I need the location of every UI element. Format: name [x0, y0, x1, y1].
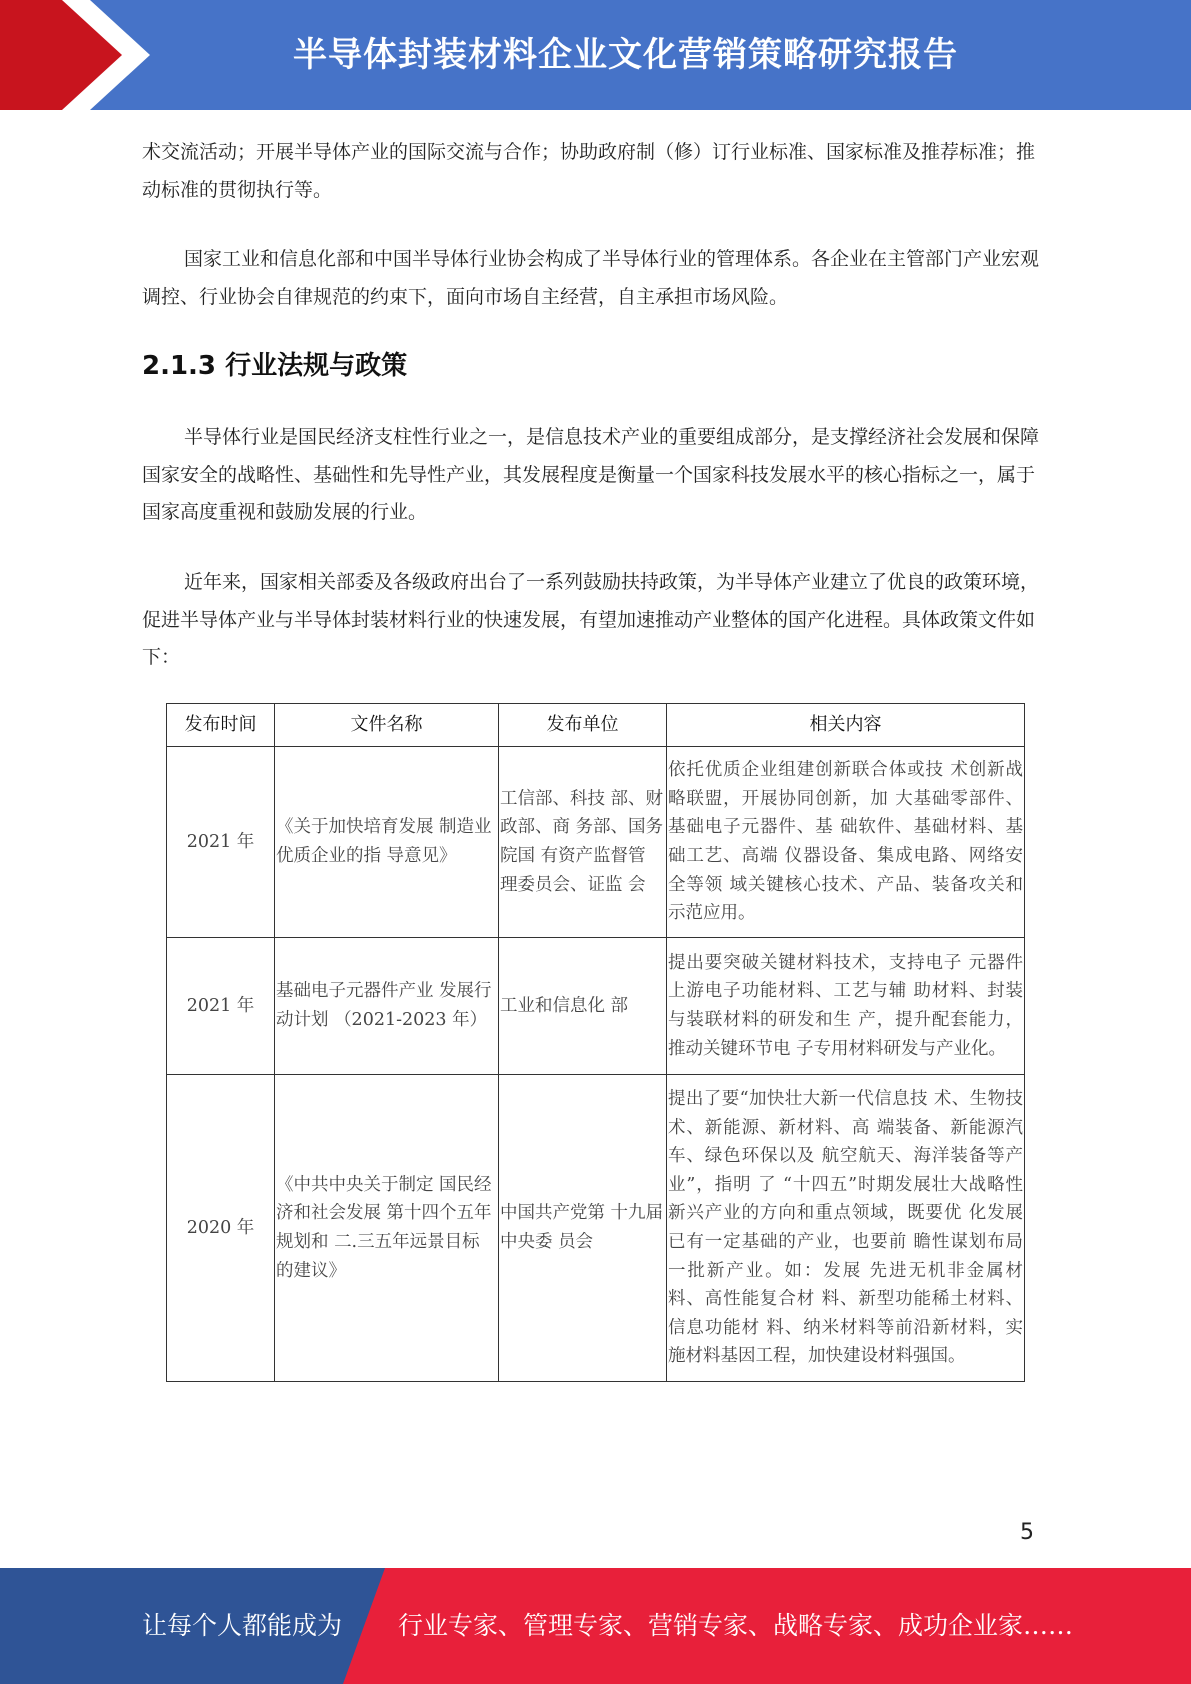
cell-document-name: 基础电子元器件产业 发展行动计划 （2021-2023 年） — [275, 938, 499, 1075]
policy-table — [166, 703, 1025, 1382]
cell-content: 提出了要“加快壮大新一代信息技 术、生物技术、新能源、新材料、高 端装备、新能源汽车、绿色环保以及 航空航天、海洋装备等产业”，指明 了 “十四五”时期发展壮大战略性 新兴产业的方向和重点领域，既要优 化发展已有一定基础的产业，也要前 瞻性谋划布局一批新产业。如：发展 先进无机非金属材料、高性能复合材 料、新型功能稀土材料、信息功能材 料、纳米材料等前沿新材料，实施材料基因工程，加快建设材料强国。 — [667, 1075, 1025, 1382]
cell-issuer: 工业和信息化 部 — [499, 938, 667, 1075]
section-heading: 2.1.3 行业法规与政策 — [142, 351, 408, 381]
page-number: 5 — [1020, 1520, 1034, 1545]
page-header — [0, 0, 1191, 110]
column-header-content: 相关内容 — [667, 704, 1025, 747]
cell-year: 2021 年 — [167, 938, 275, 1075]
header-arrow-decoration — [0, 0, 160, 110]
column-header-time: 发布时间 — [167, 704, 275, 747]
cell-content: 提出要突破关键材料技术，支持电子 元器件上游电子功能材料、工艺与辅 助材料、封装与装联材料的研发和生 产，提升配套能力，推动关键环节电 子专用材料研发与产业化。 — [667, 938, 1025, 1075]
cell-issuer: 中国共产党第 十九届中央委 员会 — [499, 1075, 667, 1382]
cell-year: 2020 年 — [167, 1075, 275, 1382]
cell-issuer: 工信部、科技 部、财政部、商 务部、国务院国 有资产监督管 理委员会、证监 会 — [499, 747, 667, 938]
column-header-document-name: 文件名称 — [275, 704, 499, 747]
table-header-row — [167, 704, 1025, 747]
paragraph-management-system: 国家工业和信息化部和中国半导体行业协会构成了半导体行业的管理体系。各企业在主管部门产业宏观调控、行业协会自律规范的约束下，面向市场自主经营，自主承担市场风险。 — [142, 248, 1040, 308]
page-footer — [0, 1568, 1191, 1684]
cell-year: 2021 年 — [167, 747, 275, 938]
table-row — [167, 938, 1025, 1075]
paragraph-continuation: 术交流活动；开展半导体产业的国际交流与合作；协助政府制（修）订行业标准、国家标准及推荐标准；推动标准的贯彻执行等。 — [142, 141, 1036, 201]
paragraph-policy-intro: 近年来，国家相关部委及各级政府出台了一系列鼓励扶持政策，为半导体产业建立了优良的政策环境，促进半导体产业与半导体封装材料行业的快速发展，有望加速推动产业整体的国产化进程。具体政策文件如下： — [142, 571, 1040, 668]
table-row — [167, 747, 1025, 938]
table-row — [167, 1075, 1025, 1382]
cell-document-name: 《中共中央关于制定 国民经济和社会发展 第十四个五年规划和 二.三五年远景目标 的建议》 — [275, 1075, 499, 1382]
cell-content: 依托优质企业组建创新联合体或技 术创新战略联盟，开展协同创新，加 大基础零部件、基础电子元器件、基 础软件、基础材料、基础工艺、高端 仪器设备、集成电路、网络安全等领 域关键核心技术、产品、装备攻关和 示范应用。 — [667, 747, 1025, 938]
footer-slogan-right: 行业专家、管理专家、营销专家、战略专家、成功企业家…… — [398, 1611, 1074, 1640]
column-header-issuer: 发布单位 — [499, 704, 667, 747]
footer-slogan-left: 让每个人都能成为 — [142, 1611, 343, 1640]
header-title: 半导体封装材料企业文化营销策略研究报告 — [293, 35, 958, 75]
cell-document-name: 《关于加快培育发展 制造业优质企业的指 导意见》 — [275, 747, 499, 938]
paragraph-industry-importance: 半导体行业是国民经济支柱性行业之一，是信息技术产业的重要组成部分，是支撑经济社会发展和保障国家安全的战略性、基础性和先导性产业，其发展程度是衡量一个国家科技发展水平的核心指标之一，属于国家高度重视和鼓励发展的行业。 — [142, 426, 1040, 523]
